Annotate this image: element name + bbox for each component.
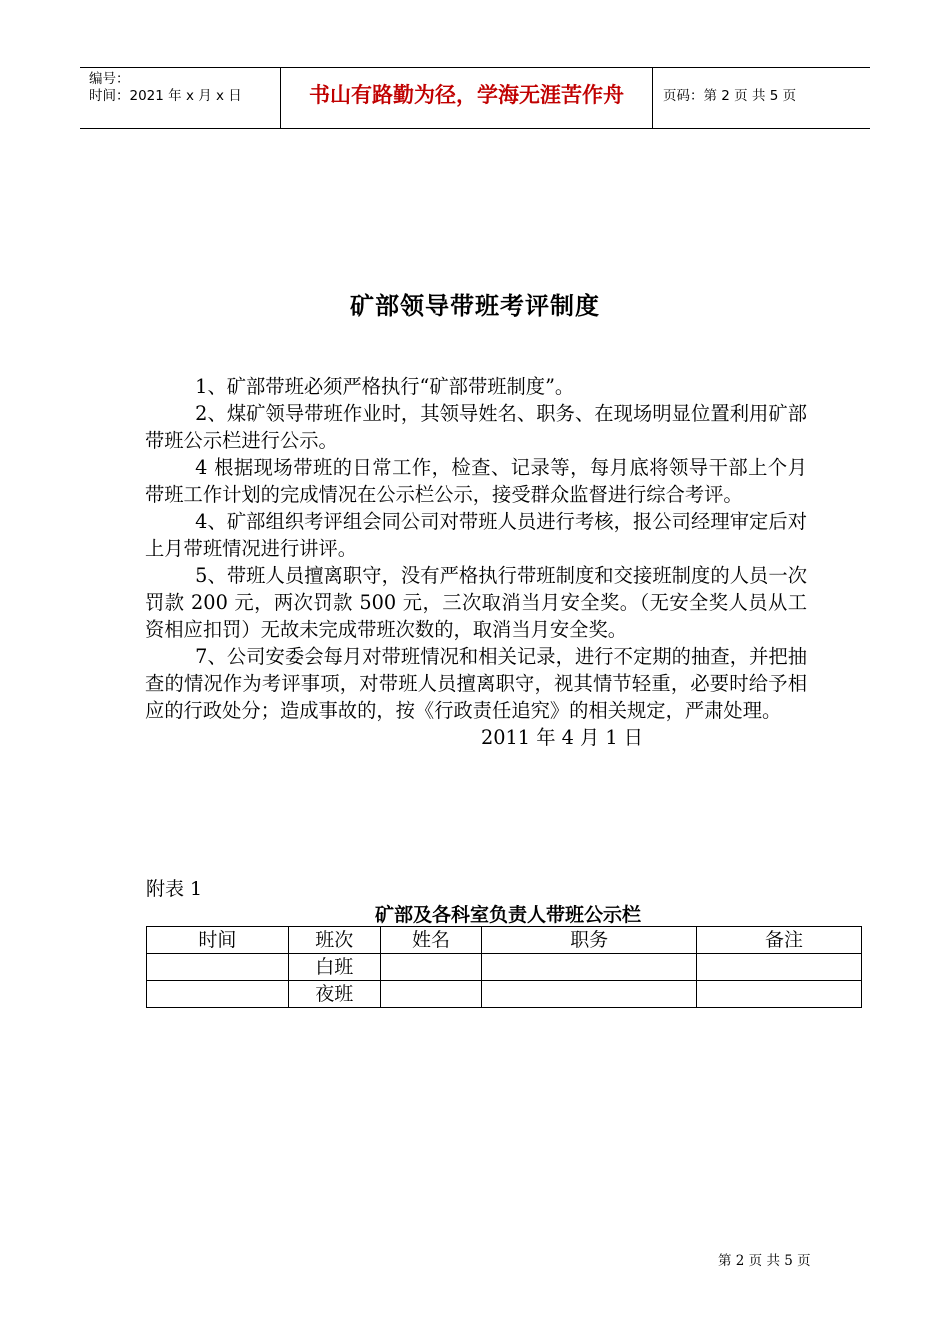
table-row xyxy=(147,954,862,981)
document-date: 2011 年 4 月 1 日 xyxy=(481,726,644,749)
table-cell xyxy=(380,954,482,981)
header-time-label: 时间：2021 年 x 月 x 日 xyxy=(89,88,242,104)
document-body xyxy=(145,373,807,751)
column-header-name: 姓名 xyxy=(380,927,482,954)
table-cell xyxy=(697,954,862,981)
document-title: 矿部领导带班考评制度 xyxy=(350,292,600,320)
column-header-shift: 班次 xyxy=(288,927,380,954)
paragraph-2: 2、煤矿领导带班作业时，其领导姓名、职务、在现场明显位置利用矿部带班公示栏进行公示。 xyxy=(145,402,807,452)
table-cell xyxy=(147,954,289,981)
column-header-time: 时间 xyxy=(147,927,289,954)
column-header-position: 职务 xyxy=(482,927,697,954)
column-header-remark: 备注 xyxy=(697,927,862,954)
appendix-label: 附表 1 xyxy=(146,878,203,900)
table-cell: 夜班 xyxy=(288,981,380,1008)
paragraph-5: 5、带班人员擅离职守，没有严格执行带班制度和交接班制度的人员一次罚款 200 元，两次罚款 500 元，三次取消当月安全奖。（无安全奖人员从工资相应扣罚）无故未完成带班次数的，取消当月安全奖。 xyxy=(145,564,807,641)
table-title: 矿部及各科室负责人带班公示栏 xyxy=(374,904,641,926)
table-row xyxy=(147,981,862,1008)
header-page-info: 页码：第 2 页 共 5 页 xyxy=(663,88,797,104)
table-cell xyxy=(697,981,862,1008)
table-cell xyxy=(380,981,482,1008)
paragraph-4: 4、矿部组织考评组会同公司对带班人员进行考核，报公司经理审定后对上月带班情况进行讲评。 xyxy=(145,510,807,560)
table-cell xyxy=(482,954,697,981)
table-header-row xyxy=(147,927,862,954)
header-motto: 书山有路勤为径，学海无涯苦作舟 xyxy=(281,68,653,128)
paragraph-3: 4 根据现场带班的日常工作，检查、记录等，每月底将领导干部上个月带班工作计划的完成情况在公示栏公示，接受群众监督进行综合考评。 xyxy=(145,456,807,506)
header-code-label: 编号： xyxy=(89,71,130,87)
paragraph-1: 1、矿部带班必须严格执行“矿部带班制度”。 xyxy=(195,375,575,398)
header-meta xyxy=(80,68,281,128)
page-footer: 第 2 页 共 5 页 xyxy=(718,1253,811,1269)
table-cell: 白班 xyxy=(288,954,380,981)
table-cell xyxy=(147,981,289,1008)
table-cell xyxy=(482,981,697,1008)
page-header xyxy=(80,67,870,129)
duty-table xyxy=(146,926,862,1008)
paragraph-6: 7、公司安委会每月对带班情况和相关记录，进行不定期的抽查，并把抽查的情况作为考评事项，对带班人员擅离职守，视其情节轻重，必要时给予相应的行政处分；造成事故的，按《行政责任追究》的相关规定，严肃处理。 xyxy=(145,645,807,722)
